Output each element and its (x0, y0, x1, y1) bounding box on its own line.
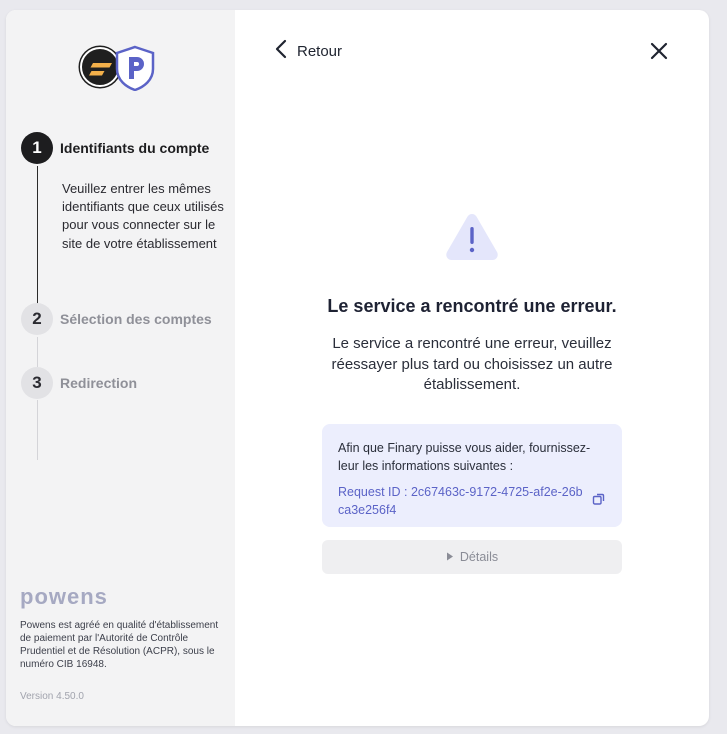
caret-right-icon (446, 550, 454, 564)
step-connector (37, 400, 38, 460)
back-label: Retour (297, 42, 343, 60)
step-connector (37, 166, 38, 308)
back-button[interactable] (275, 40, 342, 62)
step-title: Sélection des comptes (60, 311, 212, 327)
copy-button[interactable] (592, 492, 606, 506)
step-title: Identifiants du compte (60, 140, 210, 156)
connection-widget (6, 10, 709, 726)
step-connector (37, 337, 38, 367)
step-number: 3 (21, 367, 53, 399)
details-label: Détails (459, 550, 499, 564)
error-title: Le service a rencontré une erreur. (327, 296, 617, 316)
step-number: 1 (21, 132, 53, 164)
main-panel (235, 10, 709, 726)
logos (80, 45, 160, 91)
step-title: Redirection (60, 375, 138, 391)
details-toggle-button[interactable] (322, 540, 622, 574)
support-info-box (322, 424, 622, 527)
powens-wordmark: powens (20, 584, 108, 609)
warning-icon (443, 210, 501, 264)
step-description: Veuillez entrer les mêmes identifiants que ceux utilisés pour vous connecter sur le site de votre établissement (62, 181, 224, 251)
version-label: Version 4.50.0 (20, 691, 84, 702)
close-icon (649, 41, 669, 61)
step-number: 2 (21, 303, 53, 335)
close-button[interactable] (649, 41, 669, 61)
copy-icon (592, 492, 606, 506)
error-description: Le service a rencontré une erreur, veuillez réessayer plus tard ou choisissez un autre établissement. (331, 335, 613, 393)
legal-notice: Powens est agréé en qualité d'établissement de paiement par l'Autorité de Contrôle Prudentiel et de Résolution (ACPR), sous le numéro CIB 16948. (20, 620, 219, 670)
chevron-left-icon (275, 39, 287, 64)
powens-shield-logo-icon (114, 45, 156, 91)
sidebar (6, 10, 235, 726)
support-info-text: Afin que Finary puisse vous aider, fournissez-leur les informations suivantes : (338, 441, 591, 473)
request-id[interactable]: Request ID : 2c67463c-9172-4725-af2e-26bca3e256f4 (338, 485, 583, 517)
